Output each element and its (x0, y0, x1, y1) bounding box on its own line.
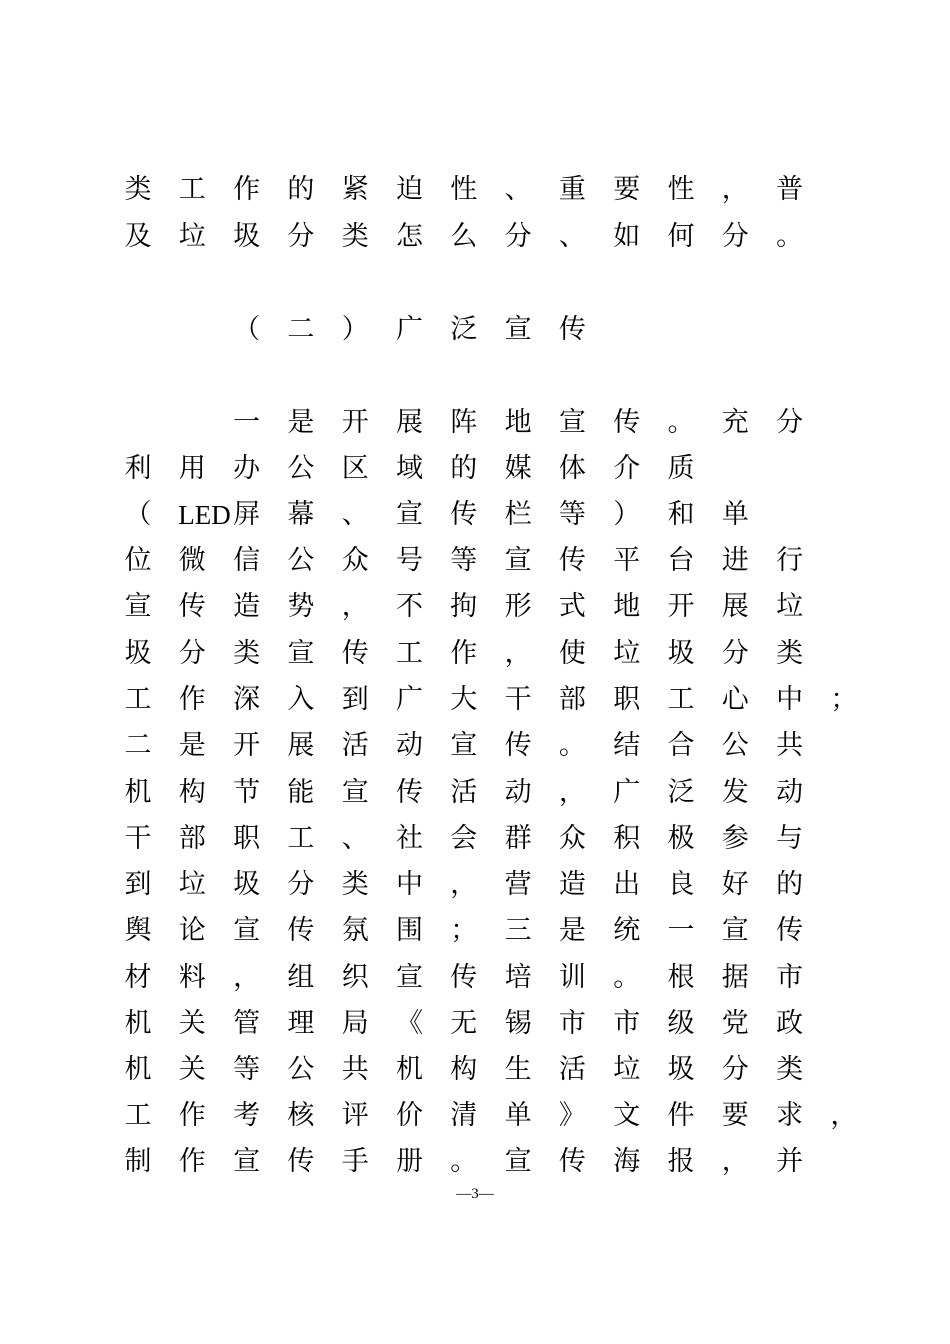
text-glyph: 党 (721, 1008, 749, 1039)
text-glyph: 共 (776, 730, 804, 761)
text-glyph: 造 (558, 869, 586, 900)
text-glyph: 、 (341, 823, 369, 854)
text-glyph: 泛 (450, 314, 478, 345)
text-glyph: 展 (721, 591, 749, 622)
text-glyph: 机 (124, 777, 152, 808)
text-glyph: 的 (776, 869, 804, 900)
text-glyph: 垃 (613, 638, 641, 669)
text-glyph: 机 (124, 1008, 152, 1039)
text-glyph: 政 (776, 1008, 804, 1039)
text-glyph: 信 (233, 545, 261, 576)
text-glyph: 工 (396, 638, 423, 669)
text-glyph: ， (504, 638, 532, 669)
text-glyph: 分 (504, 221, 532, 252)
text-glyph: 是 (287, 407, 315, 438)
text-glyph: 作 (233, 174, 261, 205)
text-glyph: 、 (341, 499, 369, 530)
text-glyph: 传 (341, 638, 369, 669)
text-glyph: 积 (613, 823, 641, 854)
text-glyph: 手 (341, 1146, 369, 1177)
text-glyph: 培 (504, 962, 532, 993)
text-glyph: 式 (558, 591, 586, 622)
text-glyph: 动 (504, 777, 532, 808)
text-glyph: 到 (124, 869, 152, 900)
text-glyph: 是 (558, 915, 586, 946)
text-glyph: 拘 (450, 591, 478, 622)
text-glyph: 平 (613, 545, 641, 576)
text-glyph: 并 (776, 1146, 804, 1177)
text-glyph: 组 (287, 962, 315, 993)
text-glyph: ， (830, 1100, 858, 1131)
text-glyph: 宣 (233, 1146, 261, 1177)
text-glyph: 大 (450, 684, 478, 715)
text-glyph: 报 (667, 1146, 695, 1177)
text-glyph: 作 (178, 1146, 206, 1177)
text-glyph: 利 (124, 453, 152, 484)
text-glyph: 二 (124, 730, 152, 761)
text-glyph: 开 (233, 730, 261, 761)
text-glyph: 动 (396, 730, 423, 761)
text-glyph: 众 (558, 823, 586, 854)
text-glyph: 宣 (233, 915, 261, 946)
text-glyph: 市 (558, 1008, 586, 1039)
text-glyph: 传 (613, 407, 641, 438)
text-glyph: 媒 (504, 453, 532, 484)
text-glyph: 作 (178, 684, 206, 715)
text-glyph: 重 (558, 174, 586, 205)
text-glyph: 深 (233, 684, 261, 715)
text-glyph: 工 (667, 684, 695, 715)
text-glyph: 单 (504, 1100, 532, 1131)
text-glyph: 屏 (233, 499, 261, 530)
text-glyph: 台 (667, 545, 695, 576)
text-glyph: 造 (233, 591, 261, 622)
text-glyph: 二 (287, 314, 315, 345)
text-glyph: 活 (341, 730, 369, 761)
text-glyph: ， (721, 1146, 749, 1177)
text-glyph: 分 (721, 1054, 749, 1085)
text-glyph: 传 (396, 777, 423, 808)
text-glyph: 圾 (667, 638, 695, 669)
text-glyph: 、 (504, 174, 532, 205)
text-glyph: 宣 (396, 499, 423, 530)
text-glyph: 垃 (178, 869, 206, 900)
text-glyph: 圾 (667, 1054, 695, 1085)
text-glyph: 会 (450, 823, 478, 854)
text-glyph: 地 (613, 591, 641, 622)
text-glyph: 行 (776, 545, 804, 576)
text-glyph: 氛 (341, 915, 369, 946)
text-glyph: 用 (178, 453, 206, 484)
text-glyph: 市 (776, 962, 804, 993)
text-glyph: 介 (613, 453, 641, 484)
text-glyph: 良 (667, 869, 695, 900)
text-glyph: 宣 (504, 314, 532, 345)
text-glyph: 材 (124, 962, 152, 993)
text-glyph: 幕 (287, 499, 315, 530)
text-glyph: 普 (776, 174, 804, 205)
text-glyph: 》 (558, 1100, 586, 1131)
text-glyph: 件 (667, 1100, 695, 1131)
text-glyph: 入 (287, 684, 315, 715)
text-glyph: 锡 (504, 1008, 532, 1039)
text-glyph: 势 (287, 591, 315, 622)
text-glyph: 体 (558, 453, 586, 484)
text-glyph: 进 (721, 545, 749, 576)
text-glyph: 的 (450, 453, 478, 484)
text-glyph: 垃 (613, 1054, 641, 1085)
text-glyph: 要 (613, 174, 641, 205)
text-glyph: 公 (721, 730, 749, 761)
text-glyph: 展 (396, 407, 423, 438)
text-glyph: 传 (558, 1146, 586, 1177)
text-glyph: 局 (341, 1008, 369, 1039)
text-glyph: 宣 (396, 962, 423, 993)
text-glyph: 圾 (233, 869, 261, 900)
text-glyph: 工 (287, 823, 315, 854)
text-glyph: 中 (776, 684, 804, 715)
text-glyph: 分 (287, 869, 315, 900)
text-glyph: LED (178, 500, 231, 530)
text-glyph: 部 (178, 823, 206, 854)
text-glyph: 传 (558, 314, 586, 345)
text-glyph: 中 (396, 869, 423, 900)
text-glyph: 泛 (667, 777, 695, 808)
text-glyph: 清 (450, 1100, 478, 1131)
text-glyph: 类 (341, 221, 369, 252)
text-glyph: 活 (558, 1054, 586, 1085)
text-glyph: 展 (287, 730, 315, 761)
text-glyph: 微 (178, 545, 206, 576)
text-glyph: 区 (341, 453, 369, 484)
text-glyph: 参 (721, 823, 749, 854)
text-glyph: 及 (124, 221, 152, 252)
text-glyph: 工 (124, 1100, 152, 1131)
text-glyph: 众 (341, 545, 369, 576)
text-glyph: 传 (287, 1146, 315, 1177)
text-glyph: 织 (341, 962, 369, 993)
text-glyph: 能 (287, 777, 315, 808)
text-glyph: 广 (613, 777, 641, 808)
text-glyph: 类 (233, 638, 261, 669)
text-glyph: 价 (396, 1100, 423, 1131)
text-glyph: 何 (667, 221, 695, 252)
text-glyph: 一 (233, 407, 261, 438)
text-glyph: 宣 (504, 1146, 532, 1177)
text-glyph: （ (233, 314, 261, 345)
text-glyph: 圾 (233, 221, 261, 252)
text-glyph: 社 (396, 823, 423, 854)
text-glyph: 号 (396, 545, 423, 576)
text-glyph: 广 (396, 684, 423, 715)
text-glyph: 等 (233, 1054, 261, 1085)
text-glyph: 构 (178, 777, 206, 808)
text-glyph: 料 (178, 962, 206, 993)
text-glyph: 工 (124, 684, 152, 715)
text-glyph: （ (124, 499, 152, 530)
text-glyph: ） (341, 314, 369, 345)
page-number: —3— (456, 1186, 494, 1202)
text-glyph: 类 (776, 1054, 804, 1085)
text-glyph: 是 (178, 730, 206, 761)
text-glyph: 无 (450, 1008, 478, 1039)
text-glyph: 围 (396, 915, 423, 946)
text-glyph: 公 (287, 453, 315, 484)
text-glyph: 垃 (776, 591, 804, 622)
text-glyph: 宣 (558, 407, 586, 438)
text-glyph: 发 (721, 777, 749, 808)
text-glyph: 作 (450, 638, 478, 669)
text-glyph: 传 (287, 915, 315, 946)
text-glyph: ， (721, 174, 749, 205)
text-glyph: 册 (396, 1146, 423, 1177)
text-glyph: 性 (667, 174, 695, 205)
text-glyph: 关 (178, 1008, 206, 1039)
text-glyph: 理 (287, 1008, 315, 1039)
text-glyph: 和 (667, 499, 695, 530)
text-glyph: 办 (233, 453, 261, 484)
text-glyph: 栏 (504, 499, 532, 530)
text-glyph: 三 (504, 915, 532, 946)
text-glyph: 性 (450, 174, 478, 205)
text-glyph: 传 (558, 545, 586, 576)
text-glyph: 传 (178, 591, 206, 622)
text-glyph: 作 (178, 1100, 206, 1131)
text-glyph: 求 (776, 1100, 804, 1131)
text-glyph: 的 (287, 174, 315, 205)
text-glyph: 广 (396, 314, 423, 345)
text-glyph: 传 (450, 499, 478, 530)
text-glyph: 迫 (396, 174, 423, 205)
text-glyph: 传 (776, 915, 804, 946)
text-glyph: ， (341, 591, 369, 622)
text-glyph: 。 (776, 221, 804, 252)
text-glyph: 文 (613, 1100, 641, 1131)
text-glyph: 分 (721, 638, 749, 669)
text-glyph: 开 (341, 407, 369, 438)
text-glyph: 宣 (504, 545, 532, 576)
text-glyph: 心 (721, 684, 749, 715)
text-glyph: 。 (558, 730, 586, 761)
text-glyph: 考 (233, 1100, 261, 1131)
text-glyph: ； (450, 915, 478, 946)
text-glyph: 部 (558, 684, 586, 715)
text-glyph: 等 (558, 499, 586, 530)
text-glyph: ， (558, 777, 586, 808)
text-glyph: ； (830, 684, 858, 715)
text-glyph: 根 (667, 962, 695, 993)
text-glyph: ） (613, 499, 641, 530)
text-glyph: 。 (667, 407, 695, 438)
text-glyph: 共 (341, 1054, 369, 1085)
text-glyph: 类 (776, 638, 804, 669)
text-glyph: 工 (178, 174, 206, 205)
text-glyph: 地 (504, 407, 532, 438)
text-glyph: ， (450, 869, 478, 900)
text-glyph: 训 (558, 962, 586, 993)
text-glyph: 活 (450, 777, 478, 808)
text-glyph: 质 (667, 453, 695, 484)
text-glyph: 到 (341, 684, 369, 715)
text-glyph: 关 (178, 1054, 206, 1085)
text-glyph: 据 (721, 962, 749, 993)
text-glyph: 生 (504, 1054, 532, 1085)
text-glyph: 如 (613, 221, 641, 252)
text-glyph: 公 (287, 1054, 315, 1085)
text-glyph: 机 (124, 1054, 152, 1085)
text-glyph: 宣 (450, 730, 478, 761)
text-glyph: 结 (613, 730, 641, 761)
text-glyph: 怎 (396, 221, 423, 252)
text-glyph: 舆 (124, 915, 152, 946)
text-glyph: 圾 (124, 638, 152, 669)
text-glyph: 公 (287, 545, 315, 576)
text-glyph: 海 (613, 1146, 641, 1177)
text-glyph: 级 (667, 1008, 695, 1039)
text-glyph: 节 (233, 777, 261, 808)
text-glyph: 域 (396, 453, 423, 484)
text-glyph: 《 (396, 1008, 423, 1039)
text-glyph: 动 (776, 777, 804, 808)
text-glyph: 传 (504, 730, 532, 761)
text-glyph: 。 (613, 962, 641, 993)
text-glyph: 制 (124, 1146, 152, 1177)
text-glyph: 么 (450, 221, 478, 252)
text-glyph: 管 (233, 1008, 261, 1039)
text-glyph: 传 (450, 962, 478, 993)
text-glyph: 干 (124, 823, 152, 854)
text-glyph: 开 (667, 591, 695, 622)
text-glyph: 分 (721, 221, 749, 252)
text-glyph: 分 (178, 638, 206, 669)
text-glyph: 分 (776, 407, 804, 438)
text-glyph: 垃 (178, 221, 206, 252)
text-glyph: 。 (450, 1146, 478, 1177)
text-glyph: 类 (341, 869, 369, 900)
text-glyph: 市 (613, 1008, 641, 1039)
text-glyph: 营 (504, 869, 532, 900)
text-glyph: 要 (721, 1100, 749, 1131)
text-glyph: 出 (613, 869, 641, 900)
text-glyph: 宣 (124, 591, 152, 622)
text-glyph: 充 (721, 407, 749, 438)
text-glyph: 与 (776, 823, 804, 854)
text-glyph: 统 (613, 915, 641, 946)
text-glyph: 使 (558, 638, 586, 669)
text-glyph: 合 (667, 730, 695, 761)
text-glyph: 论 (178, 915, 206, 946)
text-glyph: 职 (233, 823, 261, 854)
text-glyph: 形 (504, 591, 532, 622)
text-glyph: 位 (124, 545, 152, 576)
text-glyph: 单 (721, 499, 749, 530)
text-glyph: 核 (287, 1100, 315, 1131)
text-glyph: 职 (613, 684, 641, 715)
text-glyph: 好 (721, 869, 749, 900)
text-glyph: 极 (667, 823, 695, 854)
text-glyph: 宣 (721, 915, 749, 946)
text-glyph: 机 (396, 1054, 423, 1085)
text-glyph: 群 (504, 823, 532, 854)
text-glyph: 宣 (341, 777, 369, 808)
text-glyph: 、 (558, 221, 586, 252)
text-glyph: 等 (450, 545, 478, 576)
text-glyph: 阵 (450, 407, 478, 438)
text-glyph: 分 (287, 221, 315, 252)
text-glyph: 不 (396, 591, 423, 622)
text-glyph: 紧 (341, 174, 369, 205)
text-glyph: 干 (504, 684, 532, 715)
text-glyph: ， (233, 962, 261, 993)
text-glyph: 类 (124, 174, 152, 205)
text-glyph: 构 (450, 1054, 478, 1085)
text-glyph: 一 (667, 915, 695, 946)
text-glyph: 宣 (287, 638, 315, 669)
text-glyph: 评 (341, 1100, 369, 1131)
